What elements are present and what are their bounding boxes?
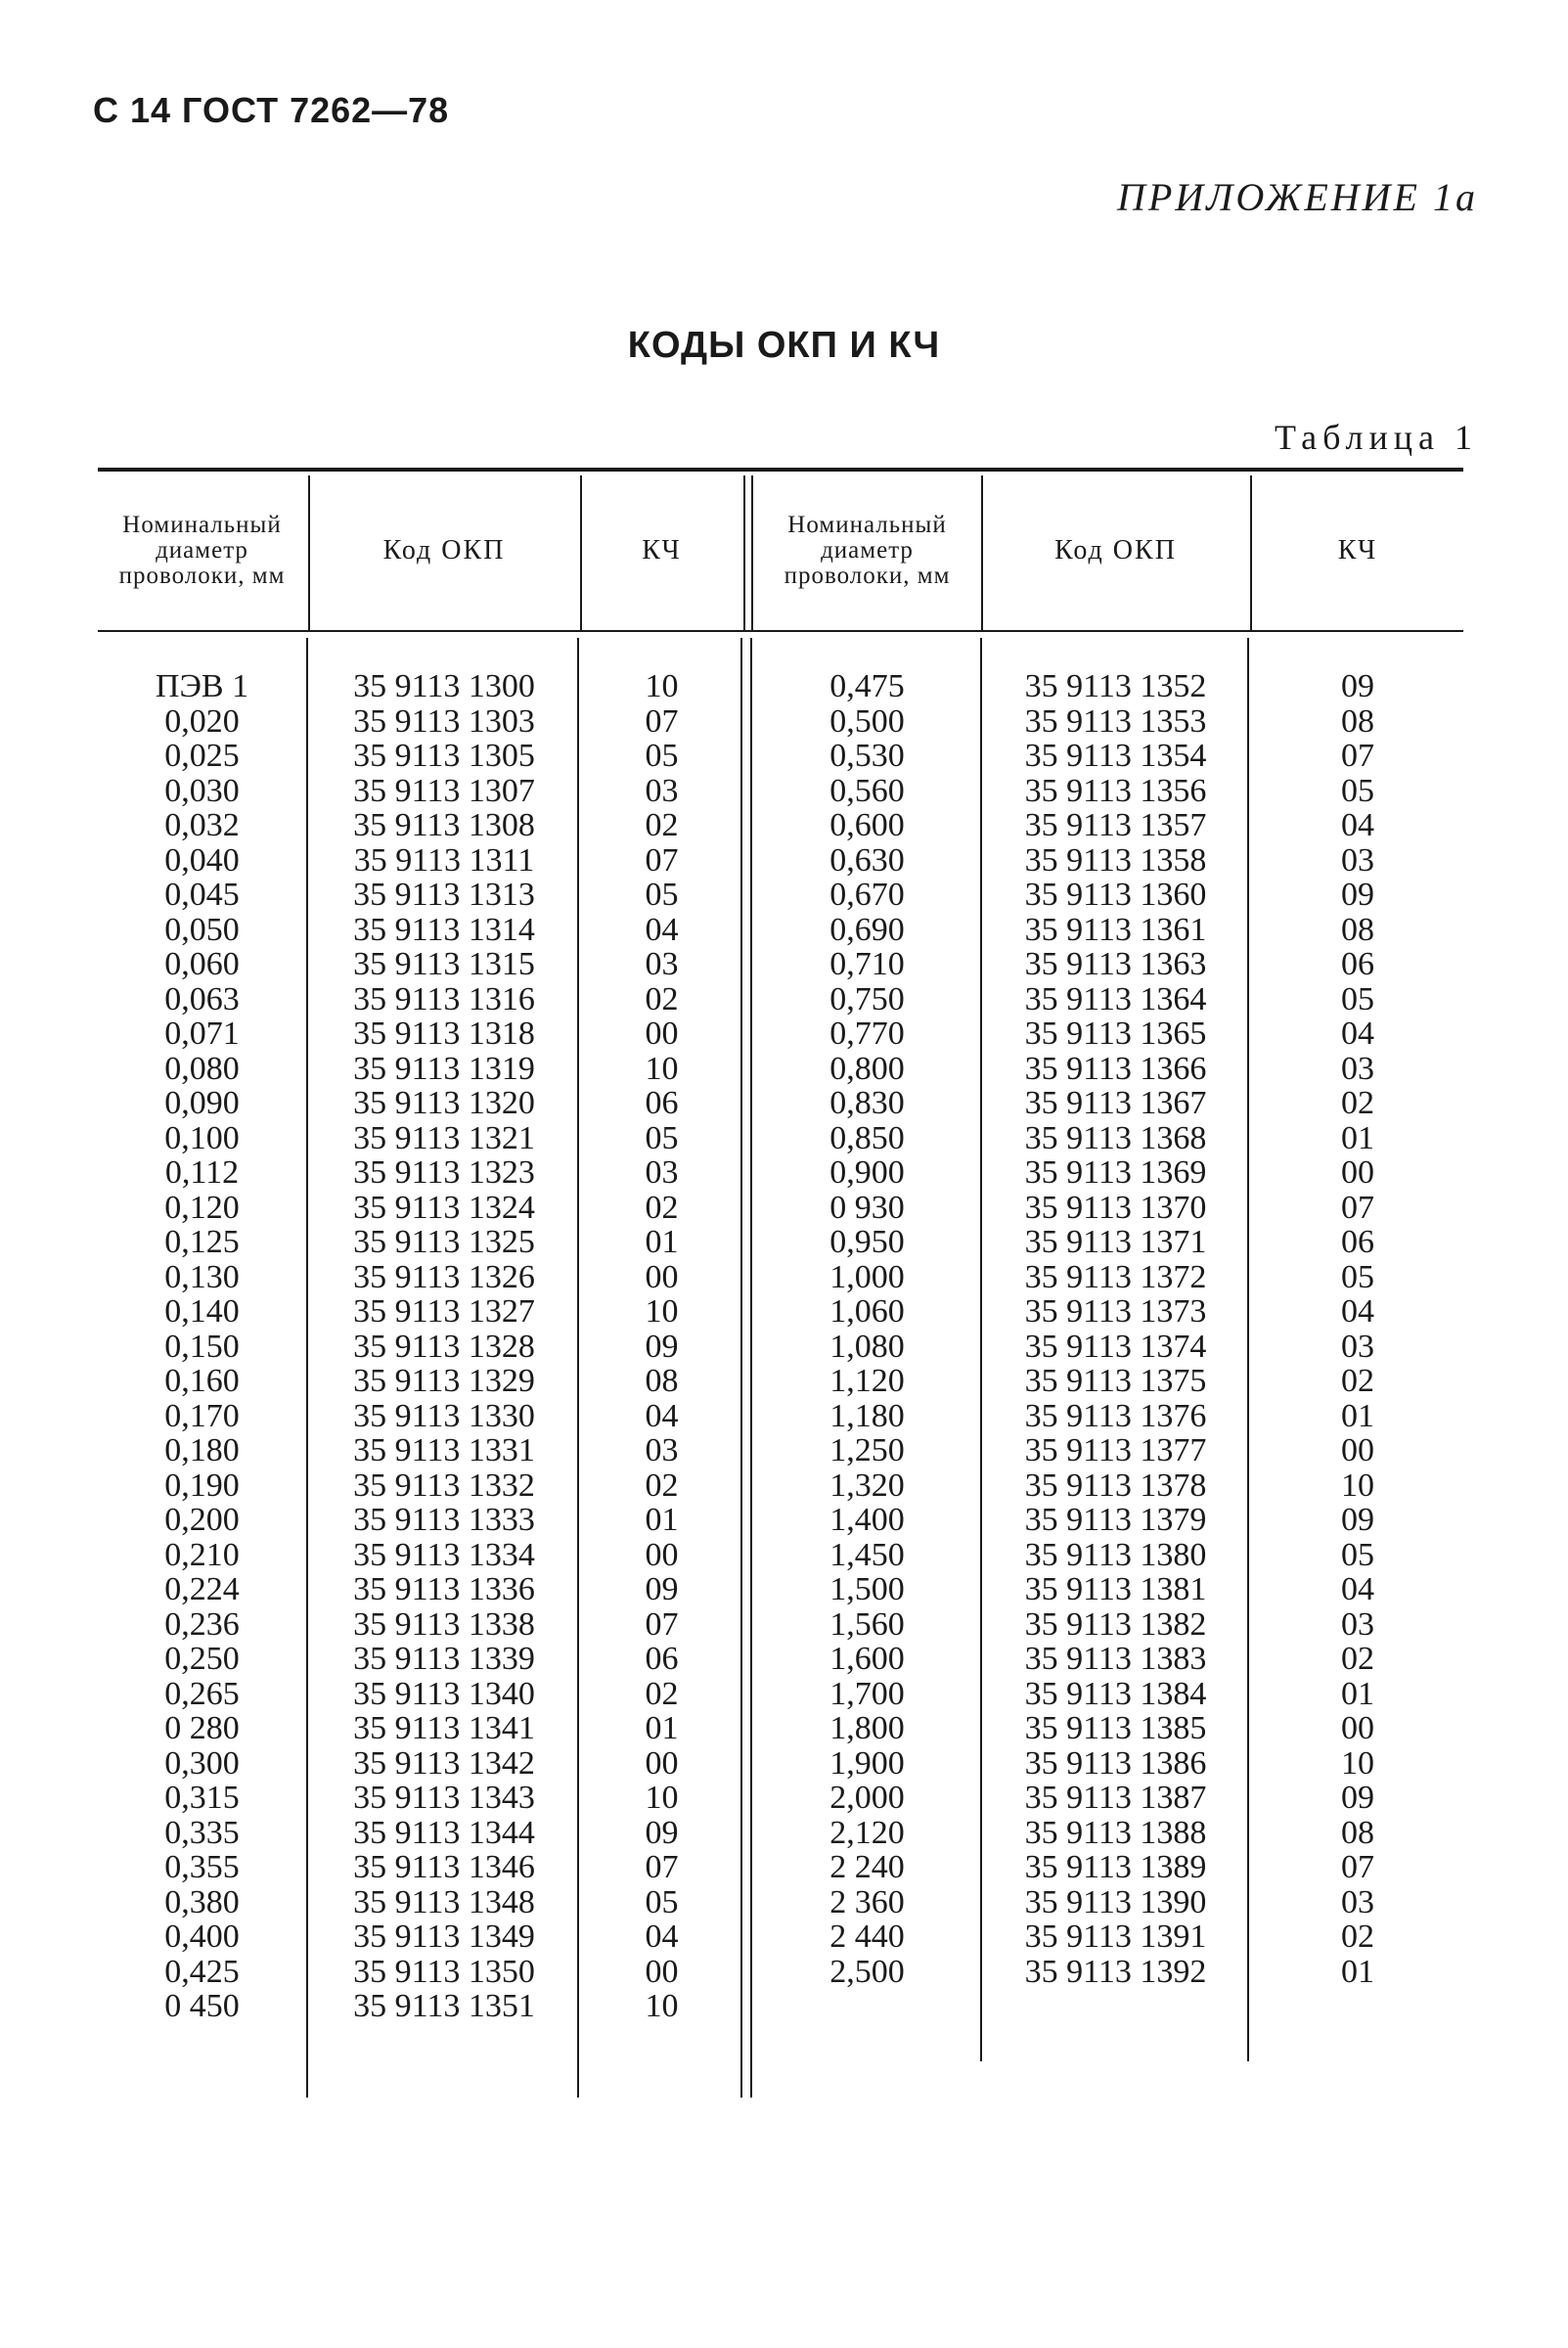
okp-code-cell: 35 9113 1380 [1024,1536,1207,1573]
diameter-cell: 2,120 [829,1814,905,1851]
kch-cell: 02 [1341,1919,1374,1955]
kch-cell: 07 [645,1605,679,1643]
okp-code-cell: 35 9113 1356 [1024,772,1207,809]
kch-cell: 09 [1341,1502,1374,1538]
diameter-cell: 0,060 [164,946,240,982]
diameter-cell: 0,400 [164,1919,240,1955]
okp-code-cell: 35 9113 1365 [1024,1016,1207,1052]
diameter-cell: 0,475 [829,668,905,704]
column-divider [306,638,308,2098]
okp-code-cell: 35 9113 1385 [1024,1710,1207,1746]
okp-code-cell: 35 9113 1375 [1024,1363,1207,1399]
kch-cell: 08 [1341,911,1374,948]
okp-code-cell: 35 9113 1314 [353,911,535,948]
okp-code-cell: 35 9113 1308 [353,807,535,843]
kch-cell: 08 [1341,702,1374,740]
diameter-cell: ПЭВ 1 [155,668,249,704]
kch-cell: 00 [1341,1154,1374,1191]
diameter-cell: 0,560 [829,772,905,809]
kch-cell: 03 [645,772,679,809]
kch-cell: 09 [645,1814,679,1851]
kch-cell: 02 [645,1675,679,1712]
table-top-rule [98,468,1463,472]
header-left-kch: КЧ [642,535,682,565]
header-left-okp-code: Код ОКП [382,535,506,565]
diameter-cell: 1,560 [829,1605,905,1643]
okp-code-cell: 35 9113 1326 [353,1258,535,1295]
diameter-cell: 0,335 [164,1814,240,1851]
kch-cell: 01 [645,1710,679,1746]
kch-cell: 09 [645,1571,679,1607]
okp-code-cell: 35 9113 1313 [353,877,535,913]
left-okp-code-column [310,669,578,2024]
diameter-cell: 1,450 [829,1536,905,1573]
kch-cell: 03 [645,1432,679,1468]
kch-cell: 08 [1341,1814,1374,1851]
kch-cell: 01 [645,1502,679,1538]
diameter-cell: 1,120 [829,1363,905,1399]
kch-cell: 00 [645,1016,679,1052]
kch-cell: 10 [645,668,679,704]
diameter-cell: 0,900 [829,1154,905,1191]
header-right-okp-code: Код ОКП [1054,535,1177,565]
kch-cell: 06 [1341,1224,1374,1260]
kch-cell: 09 [645,1328,679,1365]
diameter-cell: 0,050 [164,911,240,948]
diameter-cell: 1,180 [829,1397,905,1434]
okp-code-cell: 35 9113 1353 [1024,702,1207,740]
diameter-cell: 0,830 [829,1085,905,1121]
column-divider [743,475,745,630]
diameter-cell: 0,530 [829,738,905,774]
diameter-cell: 0,380 [164,1883,240,1920]
okp-code-cell: 35 9113 1338 [353,1605,535,1643]
kch-cell: 09 [1341,1780,1374,1816]
diameter-cell: 0 450 [164,1988,240,2024]
diameter-cell: 0,500 [829,702,905,740]
okp-code-cell: 35 9113 1389 [1024,1849,1207,1885]
kch-cell: 03 [1341,1328,1374,1365]
diameter-cell: 0,670 [829,877,905,913]
okp-code-cell: 35 9113 1327 [353,1293,535,1330]
kch-cell: 00 [1341,1432,1374,1468]
kch-cell: 00 [645,1744,679,1782]
diameter-cell: 0,850 [829,1119,905,1156]
okp-code-cell: 35 9113 1387 [1024,1780,1207,1816]
diameter-cell: 0,950 [829,1224,905,1260]
okp-code-cell: 35 9113 1374 [1024,1328,1207,1365]
diameter-cell: 1,800 [829,1710,905,1746]
diameter-cell: 0,020 [164,702,240,740]
diameter-cell: 0,710 [829,946,905,982]
okp-code-cell: 35 9113 1348 [353,1883,535,1920]
okp-code-cell: 35 9113 1351 [353,1988,535,2024]
okp-code-cell: 35 9113 1363 [1024,946,1207,982]
kch-cell: 03 [645,946,679,982]
kch-cell: 10 [645,1780,679,1816]
okp-code-cell: 35 9113 1361 [1024,911,1207,948]
diameter-cell: 0 930 [829,1189,905,1226]
kch-cell: 04 [1341,1571,1374,1607]
kch-cell: 02 [645,1189,679,1226]
diameter-cell: 0,425 [164,1953,240,1990]
diameter-cell: 0,045 [164,877,240,913]
kch-cell: 03 [1341,841,1374,879]
okp-code-cell: 35 9113 1381 [1024,1571,1207,1607]
document-title: КОДЫ ОКП И КЧ [627,325,941,366]
okp-code-cell: 35 9113 1392 [1024,1953,1207,1990]
diameter-cell: 1,250 [829,1432,905,1468]
okp-code-cell: 35 9113 1343 [353,1780,535,1816]
kch-cell: 09 [1341,668,1374,704]
okp-code-cell: 35 9113 1336 [353,1571,535,1607]
kch-cell: 09 [1341,877,1374,913]
okp-code-cell: 35 9113 1384 [1024,1675,1207,1712]
okp-code-cell: 35 9113 1376 [1024,1397,1207,1434]
diameter-cell: 1,600 [829,1641,905,1677]
okp-code-cell: 35 9113 1349 [353,1919,535,1955]
diameter-cell: 1,500 [829,1571,905,1607]
kch-cell: 01 [1341,1953,1374,1990]
diameter-cell: 0,690 [829,911,905,948]
header-left-diameter: Номинальный диаметр проволоки, мм [118,512,286,589]
diameter-cell: 0,750 [829,980,905,1017]
kch-cell: 03 [1341,1050,1374,1087]
kch-cell: 02 [645,807,679,843]
column-divider [751,475,753,630]
kch-cell: 05 [645,877,679,913]
kch-cell: 02 [1341,1085,1374,1121]
kch-cell: 01 [1341,1397,1374,1434]
kch-cell: 06 [1341,946,1374,982]
okp-code-cell: 35 9113 1371 [1024,1224,1207,1260]
kch-cell: 05 [645,1119,679,1156]
right-kch-column [1252,669,1463,1989]
kch-cell: 05 [645,738,679,774]
kch-cell: 07 [1341,1189,1374,1226]
okp-code-cell: 35 9113 1379 [1024,1502,1207,1538]
diameter-cell: 1,700 [829,1675,905,1712]
kch-cell: 07 [645,702,679,740]
kch-cell: 03 [1341,1883,1374,1920]
diameter-cell: 0,170 [164,1397,240,1434]
kch-cell: 10 [645,1050,679,1087]
okp-code-cell: 35 9113 1377 [1024,1432,1207,1468]
diameter-cell: 2,000 [829,1780,905,1816]
okp-code-cell: 35 9113 1332 [353,1467,535,1504]
okp-code-cell: 35 9113 1369 [1024,1154,1207,1191]
diameter-cell: 0,140 [164,1293,240,1330]
diameter-cell: 0,030 [164,772,240,809]
okp-code-cell: 35 9113 1357 [1024,807,1207,843]
kch-cell: 04 [1341,1016,1374,1052]
diameter-cell: 0,210 [164,1536,240,1573]
okp-code-cell: 35 9113 1305 [353,738,535,774]
diameter-cell: 0,236 [164,1605,240,1643]
kch-cell: 07 [645,1849,679,1885]
okp-code-cell: 35 9113 1311 [353,841,535,879]
okp-code-cell: 35 9113 1333 [353,1502,535,1538]
okp-code-cell: 35 9113 1324 [353,1189,535,1226]
okp-code-cell: 35 9113 1391 [1024,1919,1207,1955]
kch-cell: 01 [1341,1675,1374,1712]
kch-cell: 07 [645,841,679,879]
diameter-cell: 1,900 [829,1744,905,1782]
okp-code-cell: 35 9113 1378 [1024,1467,1207,1504]
diameter-cell: 0,112 [164,1154,240,1191]
okp-code-cell: 35 9113 1342 [353,1744,535,1782]
diameter-cell: 0,125 [164,1224,240,1260]
diameter-cell: 2 440 [829,1919,905,1955]
kch-cell: 04 [645,911,679,948]
kch-cell: 07 [1341,738,1374,774]
kch-cell: 01 [645,1224,679,1260]
kch-cell: 10 [645,1988,679,2024]
okp-code-cell: 35 9113 1350 [353,1953,535,1990]
okp-code-cell: 35 9113 1344 [353,1814,535,1851]
kch-cell: 05 [645,1883,679,1920]
column-divider [750,638,752,2098]
okp-code-cell: 35 9113 1366 [1024,1050,1207,1087]
kch-cell: 04 [1341,1293,1374,1330]
left-kch-column [582,669,741,2024]
diameter-cell: 0,071 [164,1016,240,1052]
diameter-cell: 0,025 [164,738,240,774]
diameter-cell: 0,130 [164,1258,240,1295]
diameter-cell: 0,200 [164,1502,240,1538]
okp-code-cell: 35 9113 1341 [353,1710,535,1746]
appendix-label: ПРИЛОЖЕНИЕ 1а [1117,175,1478,219]
left-diameter-column [98,669,306,2024]
diameter-cell: 0 280 [164,1710,240,1746]
diameter-cell: 0,180 [164,1432,240,1468]
okp-code-cell: 35 9113 1307 [353,772,535,809]
okp-code-cell: 35 9113 1352 [1024,668,1207,704]
kch-cell: 00 [1341,1710,1374,1746]
okp-code-cell: 35 9113 1373 [1024,1293,1207,1330]
diameter-cell: 0,224 [164,1571,240,1607]
right-diameter-column [755,669,979,1989]
okp-code-cell: 35 9113 1390 [1024,1883,1207,1920]
okp-code-cell: 35 9113 1328 [353,1328,535,1365]
kch-cell: 06 [645,1085,679,1121]
kch-cell: 00 [645,1953,679,1990]
kch-cell: 04 [645,1919,679,1955]
diameter-cell: 0,300 [164,1744,240,1782]
kch-cell: 10 [1341,1744,1374,1782]
column-divider [980,638,982,2061]
diameter-cell: 0,190 [164,1467,240,1504]
kch-cell: 02 [645,980,679,1017]
diameter-cell: 2,500 [829,1953,905,1990]
okp-code-cell: 35 9113 1330 [353,1397,535,1434]
okp-code-cell: 35 9113 1316 [353,980,535,1017]
diameter-cell: 1,060 [829,1293,905,1330]
okp-code-cell: 35 9113 1372 [1024,1258,1207,1295]
diameter-cell: 0,120 [164,1189,240,1226]
okp-code-cell: 35 9113 1300 [353,668,535,704]
kch-cell: 07 [1341,1849,1374,1885]
okp-code-cell: 35 9113 1367 [1024,1085,1207,1121]
okp-code-cell: 35 9113 1368 [1024,1119,1207,1156]
diameter-cell: 0,600 [829,807,905,843]
diameter-cell: 0,630 [829,841,905,879]
okp-code-cell: 35 9113 1321 [353,1119,535,1156]
diameter-cell: 0,355 [164,1849,240,1885]
diameter-cell: 0,100 [164,1119,240,1156]
kch-cell: 04 [645,1397,679,1434]
okp-code-cell: 35 9113 1370 [1024,1189,1207,1226]
diameter-cell: 0,315 [164,1780,240,1816]
okp-code-cell: 35 9113 1364 [1024,980,1207,1017]
okp-code-cell: 35 9113 1323 [353,1154,535,1191]
header-right-diameter: Номинальный диаметр проволоки, мм [784,512,951,589]
table-label: Таблица 1 [1275,418,1478,457]
kch-cell: 02 [1341,1363,1374,1399]
kch-cell: 03 [645,1154,679,1191]
kch-cell: 00 [645,1536,679,1573]
diameter-cell: 0,090 [164,1085,240,1121]
kch-cell: 05 [1341,772,1374,809]
diameter-cell: 0,265 [164,1675,240,1712]
diameter-cell: 1,320 [829,1467,905,1504]
okp-code-cell: 35 9113 1303 [353,702,535,740]
okp-code-cell: 35 9113 1346 [353,1849,535,1885]
okp-code-cell: 35 9113 1329 [353,1363,535,1399]
kch-cell: 05 [1341,1536,1374,1573]
kch-cell: 10 [645,1293,679,1330]
kch-cell: 05 [1341,1258,1374,1295]
kch-cell: 01 [1341,1119,1374,1156]
diameter-cell: 1,400 [829,1502,905,1538]
okp-code-cell: 35 9113 1315 [353,946,535,982]
diameter-cell: 1,000 [829,1258,905,1295]
kch-cell: 10 [1341,1467,1374,1504]
diameter-cell: 0,800 [829,1050,905,1087]
diameter-cell: 0,063 [164,980,240,1017]
okp-code-cell: 35 9113 1358 [1024,841,1207,879]
okp-code-cell: 35 9113 1318 [353,1016,535,1052]
diameter-cell: 2 360 [829,1883,905,1920]
kch-cell: 02 [1341,1641,1374,1677]
okp-code-cell: 35 9113 1354 [1024,738,1207,774]
kch-cell: 05 [1341,980,1374,1017]
header-right-kch: КЧ [1337,535,1378,565]
okp-code-cell: 35 9113 1360 [1024,877,1207,913]
kch-cell: 06 [645,1641,679,1677]
diameter-cell: 0,250 [164,1641,240,1677]
kch-cell: 00 [645,1258,679,1295]
diameter-cell: 0,160 [164,1363,240,1399]
header-separator-rule [98,630,1463,632]
okp-code-cell: 35 9113 1331 [353,1432,535,1468]
diameter-cell: 0,080 [164,1050,240,1087]
okp-code-cell: 35 9113 1388 [1024,1814,1207,1851]
okp-code-cell: 35 9113 1340 [353,1675,535,1712]
okp-code-cell: 35 9113 1334 [353,1536,535,1573]
okp-code-cell: 35 9113 1382 [1024,1605,1207,1643]
diameter-cell: 1,080 [829,1328,905,1365]
kch-cell: 02 [645,1467,679,1504]
kch-cell: 03 [1341,1605,1374,1643]
okp-code-cell: 35 9113 1339 [353,1641,535,1677]
diameter-cell: 2 240 [829,1849,905,1885]
kch-cell: 04 [1341,807,1374,843]
okp-code-cell: 35 9113 1319 [353,1050,535,1087]
okp-code-cell: 35 9113 1320 [353,1085,535,1121]
okp-code-cell: 35 9113 1383 [1024,1641,1207,1677]
diameter-cell: 0,032 [164,807,240,843]
kch-cell: 08 [645,1363,679,1399]
okp-code-cell: 35 9113 1325 [353,1224,535,1260]
page-reference: С 14 ГОСТ 7262—78 [93,90,450,130]
diameter-cell: 0,150 [164,1328,240,1365]
okp-code-cell: 35 9113 1386 [1024,1744,1207,1782]
right-okp-code-column [983,669,1248,1989]
diameter-cell: 0,040 [164,841,240,879]
diameter-cell: 0,770 [829,1016,905,1052]
